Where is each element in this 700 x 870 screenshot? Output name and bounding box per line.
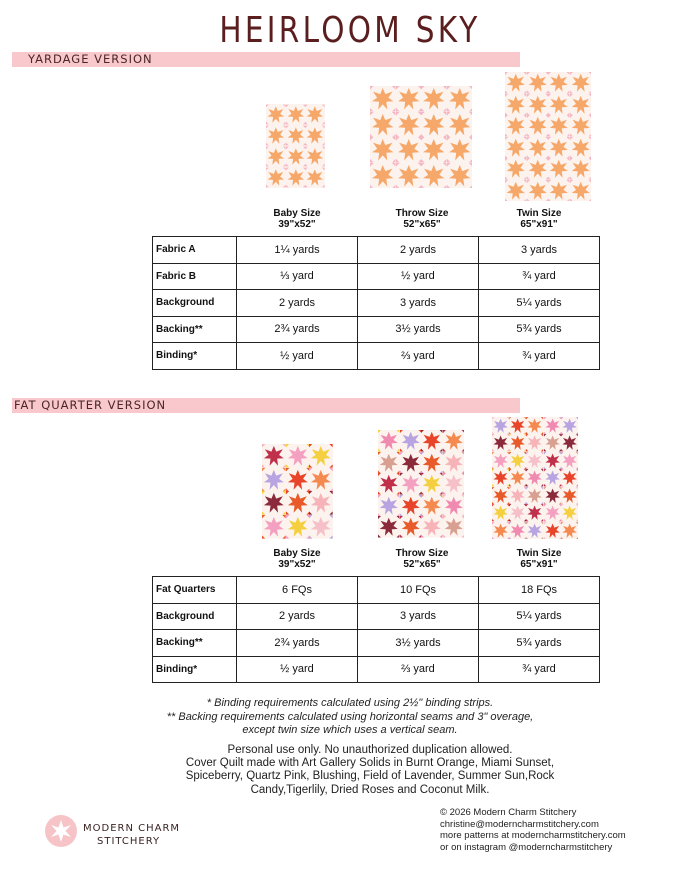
quilt-star-block [447, 86, 473, 112]
quilt-star-block [526, 434, 543, 451]
quilt-star-block [286, 146, 306, 167]
table-cell: ⅔ yard [358, 656, 479, 683]
quilt-star-block [400, 473, 422, 495]
quilt-star-block [266, 104, 286, 125]
row-label: Background [153, 290, 237, 317]
quilt-star-block [262, 515, 286, 539]
quilt-star-block [509, 522, 526, 539]
quilt-fatquarter-throw [378, 430, 464, 536]
copyright-line-2: Cover Quilt made with Art Gallery Solids in Burnt Orange, Miami Sunset, [185, 757, 555, 769]
row-label: Background [153, 603, 237, 630]
quilt-star-block [526, 522, 543, 539]
yardage-heading: YARDAGE VERSION [28, 52, 153, 66]
quilt-star-block [570, 72, 592, 94]
quilt-star-block [527, 94, 549, 116]
quilt-star-block [421, 137, 447, 163]
contact-website[interactable]: more patterns at moderncharmstitchery.com [440, 830, 626, 841]
table-cell: 2 yards [358, 237, 479, 264]
row-label: Fabric B [153, 263, 237, 290]
quilt-star-block [305, 167, 325, 188]
quilt-star-block [526, 504, 543, 521]
quilt-star-block [561, 434, 578, 451]
copyright-line-1: Personal use only. No unauthorized duplication allowed. [227, 744, 513, 756]
quilt-star-block [561, 417, 578, 434]
quilt-star-block [544, 417, 561, 434]
quilt-star-block [447, 163, 473, 189]
fatquarter-heading: FAT QUARTER VERSION [14, 398, 167, 412]
row-label: Binding* [153, 343, 237, 370]
quilt-star-block [544, 469, 561, 486]
quilt-star-block [370, 163, 396, 189]
row-label: Fabric A [153, 237, 237, 264]
quilt-star-block [548, 158, 570, 180]
table-cell: ½ yard [237, 343, 358, 370]
copyright-line-4: Candy,Tigerlily, Dried Roses and Coconut Milk. [250, 784, 490, 796]
quilt-star-block [309, 491, 333, 515]
quilt-star-block [526, 452, 543, 469]
quilt-star-block [561, 487, 578, 504]
quilt-star-block [544, 487, 561, 504]
quilt-star-block [421, 430, 443, 452]
table-row [153, 603, 600, 630]
yardage-table [152, 236, 600, 370]
quilt-star-block [570, 158, 592, 180]
row-label: Binding* [153, 656, 237, 683]
quilt-star-block [544, 504, 561, 521]
table-cell: ⅓ yard [237, 263, 358, 290]
quilt-star-block [492, 504, 509, 521]
quilt-star-block [309, 515, 333, 539]
binding-note: * Binding requirements calculated using 2½" binding strips. [206, 697, 494, 709]
backing-note-continued: except twin size which uses a vertical seam. [242, 724, 458, 736]
quilt-star-block [443, 473, 465, 495]
table-row [153, 656, 600, 683]
quilt-star-block [509, 469, 526, 486]
table-cell: 6 FQs [237, 577, 358, 604]
quilt-star-block [421, 452, 443, 474]
quilt-star-block [266, 125, 286, 146]
quilt-star-block [309, 468, 333, 492]
quilt-star-block [443, 495, 465, 517]
quilt-star-block [570, 94, 592, 116]
quilt-star-block [561, 522, 578, 539]
quilt-star-block [378, 495, 400, 517]
logo-text: MODERN CHARM STITCHERY [83, 823, 181, 847]
quilt-star-block [548, 72, 570, 94]
quilt-star-block [544, 452, 561, 469]
quilt-star-block [400, 452, 422, 474]
quilt-yardage-twin [505, 72, 591, 194]
quilt-star-block [378, 516, 400, 538]
quilt-star-block [421, 163, 447, 189]
table-cell: 2 yards [237, 290, 358, 317]
quilt-star-block [396, 86, 422, 112]
quilt-star-block [492, 487, 509, 504]
page-title: HEIRLOOM SKY [219, 10, 481, 51]
quilt-star-block [262, 444, 286, 468]
contact-email[interactable]: christine@moderncharmstitchery.com [440, 818, 599, 830]
size-label-yardage-baby: Baby Size 39"x52" [273, 208, 321, 230]
quilt-star-block [505, 115, 527, 137]
quilt-star-block [505, 72, 527, 94]
quilt-star-block [492, 434, 509, 451]
row-label: Backing** [153, 630, 237, 657]
quilt-star-block [509, 417, 526, 434]
table-cell: 2 yards [237, 603, 358, 630]
quilt-star-block [262, 491, 286, 515]
fatquarter-table [152, 576, 600, 683]
table-cell: 5¼ yards [479, 290, 600, 317]
quilt-star-block [544, 522, 561, 539]
quilt-star-block [378, 452, 400, 474]
quilt-star-block [527, 180, 549, 202]
table-cell: ½ yard [237, 656, 358, 683]
quilt-star-block [286, 104, 306, 125]
quilt-star-block [527, 72, 549, 94]
quilt-star-block [570, 137, 592, 159]
quilt-star-block [548, 180, 570, 202]
contact-info [440, 807, 626, 853]
quilt-star-block [526, 469, 543, 486]
table-cell: ½ yard [358, 263, 479, 290]
table-cell: 3½ yards [358, 630, 479, 657]
row-label: Backing** [153, 316, 237, 343]
quilt-star-block [421, 516, 443, 538]
quilt-star-block [561, 452, 578, 469]
quilt-star-block [309, 444, 333, 468]
logo-icon [44, 814, 78, 853]
table-cell: 5¼ yards [479, 603, 600, 630]
quilt-star-block [370, 86, 396, 112]
quilt-star-block [286, 468, 310, 492]
table-cell: ¾ yard [479, 263, 600, 290]
table-row [153, 630, 600, 657]
quilt-star-block [509, 504, 526, 521]
quilt-star-block [505, 94, 527, 116]
table-cell: 5¾ yards [479, 316, 600, 343]
quilt-star-block [548, 115, 570, 137]
size-label-fatquarter-baby: Baby Size 39"x52" [273, 548, 321, 570]
quilt-star-block [421, 86, 447, 112]
copyright-line-3: Spiceberry, Quartz Pink, Blushing, Field of Lavender, Summer Sun,Rock [185, 770, 555, 782]
quilt-star-block [400, 495, 422, 517]
quilt-star-block [378, 430, 400, 452]
quilt-star-block [266, 167, 286, 188]
quilt-star-block [527, 115, 549, 137]
size-label-yardage-throw: Throw Size 52"x65" [395, 208, 449, 230]
quilt-star-block [286, 515, 310, 539]
quilt-star-block [378, 473, 400, 495]
contact-copyright: © 2026 Modern Charm Stitchery [440, 807, 577, 818]
quilt-star-block [443, 516, 465, 538]
quilt-star-block [492, 469, 509, 486]
table-cell: 5¾ yards [479, 630, 600, 657]
quilt-star-block [396, 163, 422, 189]
quilt-star-block [266, 146, 286, 167]
table-row [153, 316, 600, 343]
quilt-star-block [509, 487, 526, 504]
row-label: Fat Quarters [153, 577, 237, 604]
table-cell: ⅔ yard [358, 343, 479, 370]
quilt-star-block [527, 158, 549, 180]
table-cell: ¾ yard [479, 343, 600, 370]
table-row [153, 343, 600, 370]
table-cell: 1¼ yards [237, 237, 358, 264]
quilt-star-block [370, 137, 396, 163]
quilt-star-block [305, 146, 325, 167]
table-cell: 10 FQs [358, 577, 479, 604]
quilt-star-block [548, 94, 570, 116]
quilt-star-block [286, 167, 306, 188]
backing-note: ** Backing requirements calculated using horizontal seams and 3" overage, [166, 711, 534, 723]
quilt-star-block [447, 112, 473, 138]
table-row [153, 290, 600, 317]
quilt-star-block [443, 430, 465, 452]
table-cell: 3 yards [358, 603, 479, 630]
quilt-star-block [544, 434, 561, 451]
table-row [153, 263, 600, 290]
quilt-star-block [526, 487, 543, 504]
table-cell: 2¾ yards [237, 316, 358, 343]
quilt-star-block [421, 495, 443, 517]
table-cell: 2¾ yards [237, 630, 358, 657]
quilt-star-block [526, 417, 543, 434]
quilt-star-block [443, 452, 465, 474]
quilt-star-block [561, 504, 578, 521]
quilt-star-block [286, 444, 310, 468]
quilt-star-block [505, 158, 527, 180]
size-label-fatquarter-throw: Throw Size 52"x65" [395, 548, 449, 570]
table-cell: 3 yards [479, 237, 600, 264]
quilt-star-block [421, 473, 443, 495]
quilt-star-block [570, 180, 592, 202]
size-label-fatquarter-twin: Twin Size 65"x91" [516, 548, 562, 570]
quilt-star-block [492, 417, 509, 434]
quilt-star-block [262, 468, 286, 492]
quilt-star-block [505, 180, 527, 202]
size-label-yardage-twin: Twin Size 65"x91" [516, 208, 562, 230]
quilt-star-block [396, 137, 422, 163]
table-cell: ¾ yard [479, 656, 600, 683]
quilt-star-block [505, 137, 527, 159]
quilt-star-block [396, 112, 422, 138]
table-cell: 3 yards [358, 290, 479, 317]
table-row [153, 577, 600, 604]
quilt-star-block [492, 452, 509, 469]
quilt-fatquarter-twin [492, 417, 578, 539]
quilt-star-block [305, 125, 325, 146]
quilt-star-block [286, 125, 306, 146]
quilt-yardage-baby [266, 104, 325, 188]
quilt-star-block [561, 469, 578, 486]
quilt-star-block [570, 115, 592, 137]
quilt-star-block [286, 491, 310, 515]
table-cell: 18 FQs [479, 577, 600, 604]
quilt-star-block [421, 112, 447, 138]
quilt-star-block [492, 522, 509, 539]
quilt-star-block [447, 137, 473, 163]
quilt-star-block [400, 516, 422, 538]
table-row [153, 237, 600, 264]
quilt-yardage-throw [370, 86, 472, 188]
contact-instagram[interactable]: or on instagram @moderncharmstitchery [440, 841, 613, 853]
quilt-star-block [509, 434, 526, 451]
table-cell: 3½ yards [358, 316, 479, 343]
quilt-star-block [527, 137, 549, 159]
quilt-star-block [509, 452, 526, 469]
quilt-star-block [305, 104, 325, 125]
quilt-star-block [548, 137, 570, 159]
quilt-star-block [400, 430, 422, 452]
quilt-star-block [370, 112, 396, 138]
quilt-fatquarter-baby [262, 444, 333, 536]
